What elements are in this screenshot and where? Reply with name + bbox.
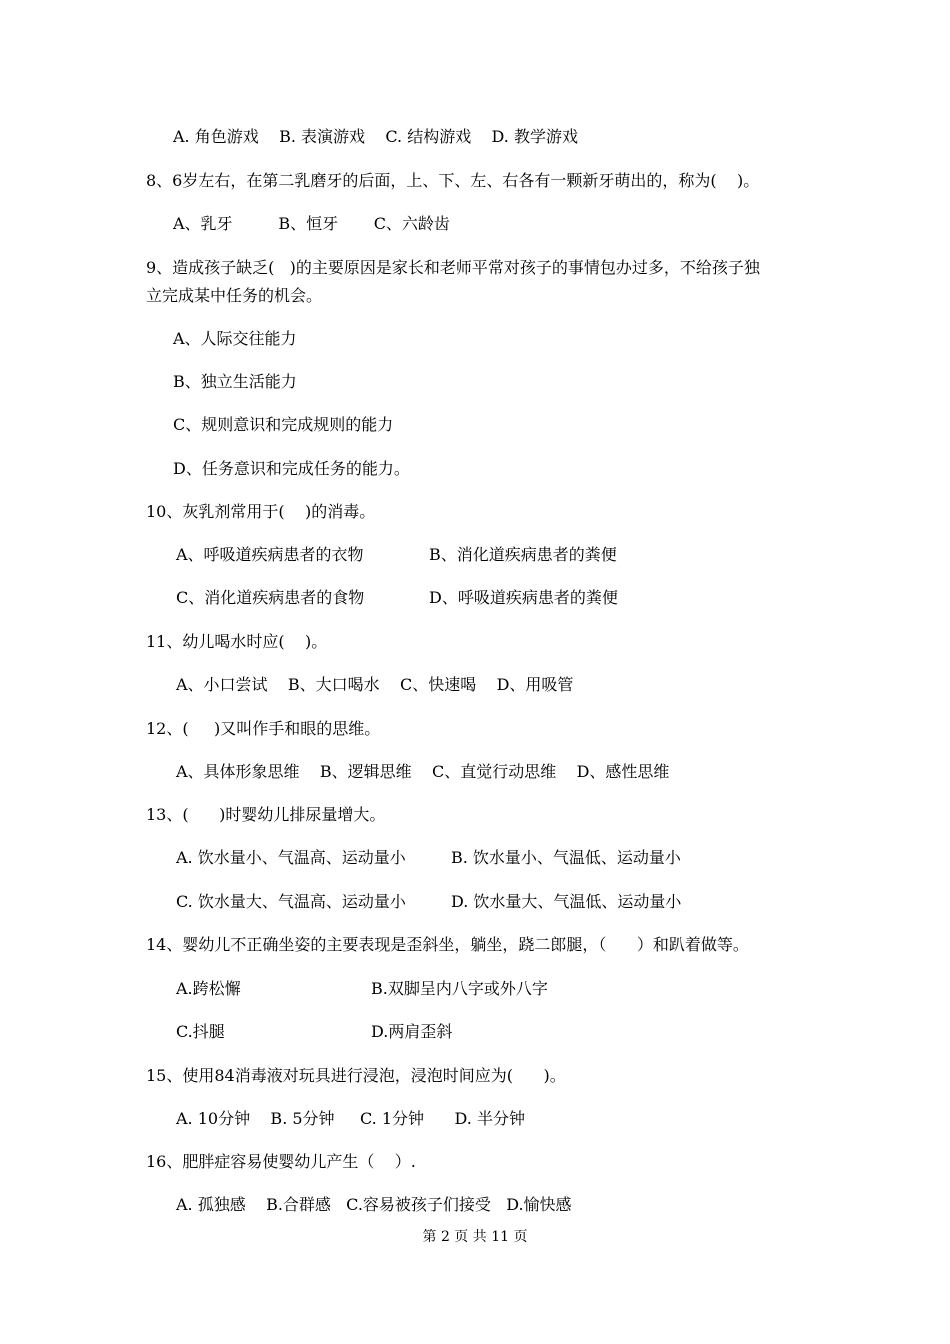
q10-option-c: C、消化道疾病患者的食物 [176,588,365,607]
q16-question: 16、肥胖症容易使婴幼儿产生（ ）. [146,1152,416,1171]
q16-options: A. 孤独感 B.合群感 C.容易被孩子们接受 D.愉快感 [176,1195,572,1214]
q14-option-c: C.抖腿 [176,1022,225,1041]
q14-option-a: A.跨松懈 [176,979,241,998]
q13-option-d: D. 饮水量大、气温低、运动量小 [451,892,682,911]
q13-option-a: A. 饮水量小、气温高、运动量小 [176,848,406,867]
q13-option-c: C. 饮水量大、气温高、运动量小 [176,892,406,911]
q14-question: 14、婴幼儿不正确坐姿的主要表现是歪斜坐，躺坐，跷二郎腿，（ ）和趴着做等。 [146,935,749,954]
q9-option-a: A、人际交往能力 [173,329,297,348]
q13-option-b: B. 饮水量小、气温低、运动量小 [451,848,681,867]
q9-option-d: D、任务意识和完成任务的能力。 [173,459,410,478]
q13-question: 13、( )时婴幼儿排尿量增大。 [146,805,386,824]
q12-question: 12、( )又叫作手和眼的思维。 [146,719,381,738]
q8-question: 8、6岁左右，在第二乳磨牙的后面，上、下、左、右各有一颗新牙萌出的，称为( )。 [146,171,760,190]
q10-option-a: A、呼吸道疾病患者的衣物 [176,545,364,564]
q14-option-d: D.两肩歪斜 [371,1022,453,1041]
q10-question: 10、灰乳剂常用于( )的消毒。 [146,502,376,521]
q8-options: A、乳牙 B、恒牙 C、六龄齿 [173,214,450,233]
q15-question: 15、使用84消毒液对玩具进行浸泡，浸泡时间应为( )。 [146,1066,566,1085]
q10-option-d: D、呼吸道疾病患者的粪便 [429,588,618,607]
q11-options: A、小口尝试 B、大口喝水 C、快速喝 D、用吸管 [176,675,574,694]
q9-question-line1: 9、造成孩子缺乏( )的主要原因是家长和老师平常对孩子的事情包办过多，不给孩子独 [146,258,760,277]
q10-option-b: B、消化道疾病患者的粪便 [429,545,617,564]
page-footer: 第 2 页 共 11 页 [422,1229,528,1245]
q9-option-c: C、规则意识和完成规则的能力 [173,415,394,434]
q15-options: A. 10分钟 B. 5分钟 C. 1分钟 D. 半分钟 [176,1109,525,1128]
q9-question-line2: 立完成某中任务的机会。 [146,286,323,305]
q11-question: 11、幼儿喝水时应( )。 [146,632,328,651]
q9-option-b: B、独立生活能力 [173,372,297,391]
q12-options: A、具体形象思维 B、逻辑思维 C、直觉行动思维 D、感性思维 [176,762,670,781]
q7-options: A. 角色游戏 B. 表演游戏 C. 结构游戏 D. 教学游戏 [173,127,578,146]
q14-option-b: B.双脚呈内八字或外八字 [371,979,548,998]
